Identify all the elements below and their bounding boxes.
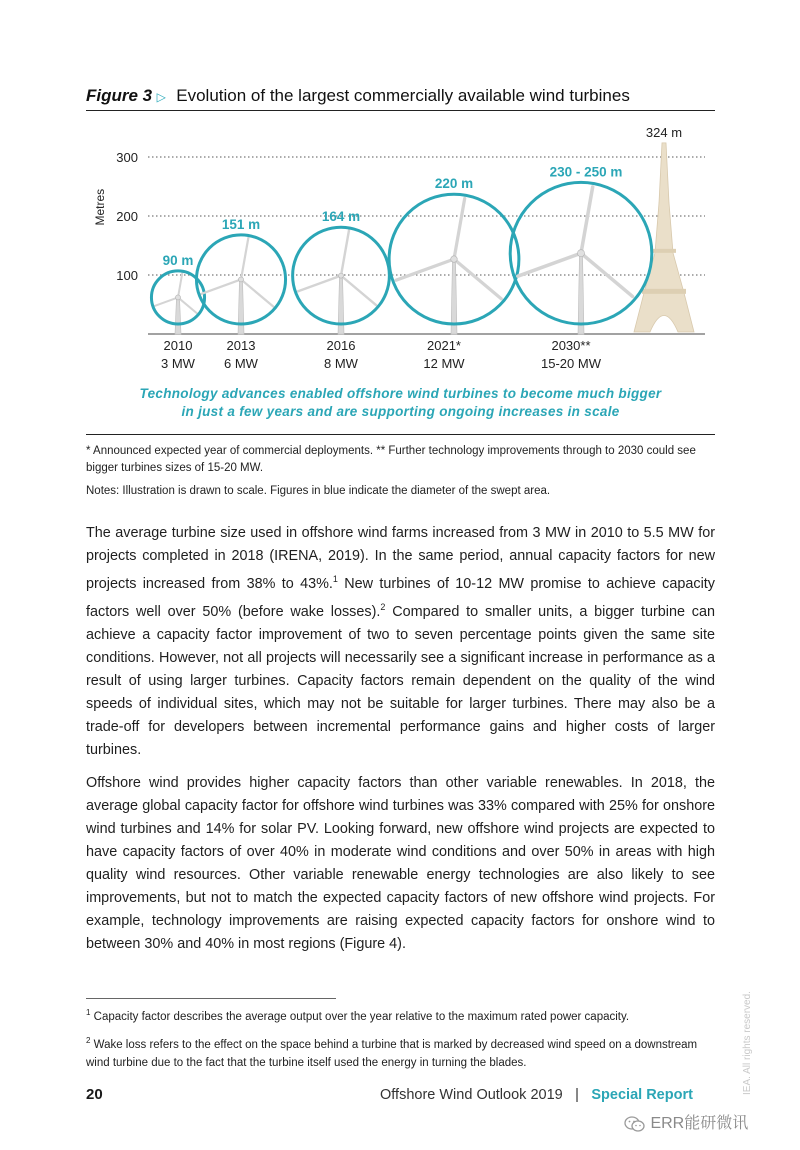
- turbine-blade: [341, 230, 349, 275]
- capacity-label: 6 MW: [224, 356, 258, 371]
- y-axis-label: Metres: [93, 188, 107, 226]
- figure-caption: [86, 386, 715, 419]
- paragraph-2: Offshore wind provides higher capacity factors than other variable renewables. In 2018, the average global capacity factor for offshore wind turbines was 33% compared with 25% for onshore wind turbines and 14% for solar PV. Looking forward, new offshore wind projects are expected to have capacity factors of over 40% in moderate wind conditions and over 50% in areas with high quality wind resources. Other variable renewable energy technologies are also likely to see improvements, but not to match the expected capacity factors of new offshore wind projects. For example, technology improvements are raising expected capacity factors for onshore wind to between 30% and 40% in most regions (Figure 4).: [86, 774, 715, 952]
- eiffel-platform: [652, 249, 676, 253]
- year-label: 2013: [226, 338, 256, 353]
- turbine-tower: [238, 279, 244, 334]
- turbine-hub: [239, 277, 244, 282]
- turbine-blade: [241, 279, 273, 306]
- side-watermark: IEA. All rights reserved.: [742, 991, 753, 1095]
- footnotes: [86, 1004, 715, 1072]
- year-label: 2021*: [427, 338, 461, 353]
- diameter-label: 164 m: [321, 209, 361, 225]
- y-tick-label: 200: [116, 209, 138, 224]
- turbine-chart: [0, 112, 800, 432]
- footnote-rule: [86, 998, 336, 999]
- turbine-tower: [578, 253, 584, 334]
- figure-footnote-line: * Announced expected year of commercial deployments. ** Further technology improvements through to 2030 could see bigger turbines sizes of 15-20 MW.: [86, 445, 696, 474]
- page-number: 20: [86, 1086, 103, 1103]
- paragraph-1-part-a: The average turbine size used in offshore wind farms increased from 3 MW in 2010 to 5.5 MW for projects completed in 2018 (IRENA, 2019). In the same period, annual capacity factors for new projects increased from 38% to 43%.: [86, 525, 715, 592]
- capacity-label: 15-20 MW: [541, 356, 601, 371]
- diameter-label: 90 m: [162, 252, 194, 268]
- triangle-arrow-icon: ▷: [156, 90, 166, 104]
- turbine-hub: [339, 273, 344, 278]
- figure-bottom-rule: [86, 434, 715, 435]
- figure-notes: [86, 443, 715, 500]
- turbine-blade: [454, 259, 501, 299]
- turbine-blade: [178, 273, 182, 298]
- year-label: 2010: [163, 338, 193, 353]
- y-tick-label: 100: [116, 268, 138, 283]
- turbine-blade: [454, 198, 465, 259]
- wechat-icon: [624, 1115, 646, 1133]
- footnote-1: $^1$ Capacity factor describes the average output over the year relative to the maximum rated power capacity.: [86, 1008, 630, 1023]
- turbine-hub: [451, 256, 457, 262]
- footer-separator: |: [575, 1087, 579, 1103]
- page-footer: [380, 1086, 693, 1104]
- paragraph-1: [86, 522, 715, 762]
- turbine-blade: [341, 276, 376, 306]
- paragraph-1-part-c: Compared to smaller units, a bigger turbine can achieve a capacity factor improvement of two to seven percentage points given the same site conditions. However, not all projects will necessarily see a significant increase in performance as a result of using larger turbines. Capacity factors remain dependent on the quality of the wind speeds of individual sites, which may not be suitable for larger turbines. There may also be a trade-off for developers between incremental performance gains and higher costs of larger turbines.: [86, 603, 715, 758]
- capacity-label: 8 MW: [324, 356, 358, 371]
- eiffel-height-label: 324 m: [645, 124, 683, 140]
- footnote-ref-2[interactable]: 2: [380, 601, 386, 612]
- paragraph-1-part-b: New turbines of 10-12 MW promise to achieve capacity factors well over 50% (before wake losses).: [86, 575, 715, 620]
- turbine-blade: [241, 238, 248, 280]
- capacity-label: 3 MW: [161, 356, 195, 371]
- figure-caption-line-1: Technology advances enabled offshore wind turbines to become much bigger: [139, 386, 662, 401]
- turbine-blade: [154, 297, 178, 306]
- turbine-blade: [518, 253, 581, 276]
- year-label: 2030**: [551, 338, 591, 353]
- turbine-hub: [176, 295, 181, 300]
- diameter-label: 230 - 250 m: [549, 164, 623, 180]
- figure-top-rule: [86, 110, 715, 111]
- figure-caption-line-2: in just a few years and are supporting ongoing increases in scale: [181, 404, 620, 419]
- figure-notes-line: Notes: Illustration is drawn to scale. Figures in blue indicate the diameter of the swept area.: [86, 485, 551, 497]
- diameter-label: 220 m: [434, 176, 474, 192]
- diameter-label: 151 m: [221, 216, 261, 232]
- eiffel-platform: [642, 289, 686, 294]
- footnote-2: $^2$ Wake loss refers to the effect on the space behind a turbine that is marked by decreased wind speed on a downstream wind turbine due to the fact that the turbine itself used the energy in turning the blades.: [86, 1035, 698, 1069]
- eiffel-tower-icon: [634, 143, 694, 332]
- figure-title: Evolution of the largest commercially available wind turbines: [176, 86, 630, 105]
- turbine-blade: [201, 279, 241, 293]
- y-tick-label: 300: [116, 150, 138, 165]
- year-label: 2016: [326, 338, 356, 353]
- figure-label: Figure 3: [86, 86, 153, 105]
- turbine-hub: [577, 250, 584, 257]
- wechat-watermark: [624, 1110, 748, 1133]
- capacity-label: 12 MW: [423, 356, 465, 371]
- turbine-blade: [581, 187, 593, 253]
- turbine-blade: [396, 259, 454, 280]
- turbine-blade: [298, 276, 341, 292]
- body-text: [86, 522, 715, 956]
- figure-heading: [86, 86, 630, 106]
- section-label: Special Report: [591, 1087, 693, 1103]
- report-title: Offshore Wind Outlook 2019: [380, 1087, 563, 1103]
- wechat-watermark-text: ERR能研微讯: [650, 1115, 749, 1132]
- footnote-ref-1[interactable]: 1: [332, 574, 338, 584]
- turbine-tower: [175, 297, 181, 334]
- turbine-blade: [178, 297, 197, 313]
